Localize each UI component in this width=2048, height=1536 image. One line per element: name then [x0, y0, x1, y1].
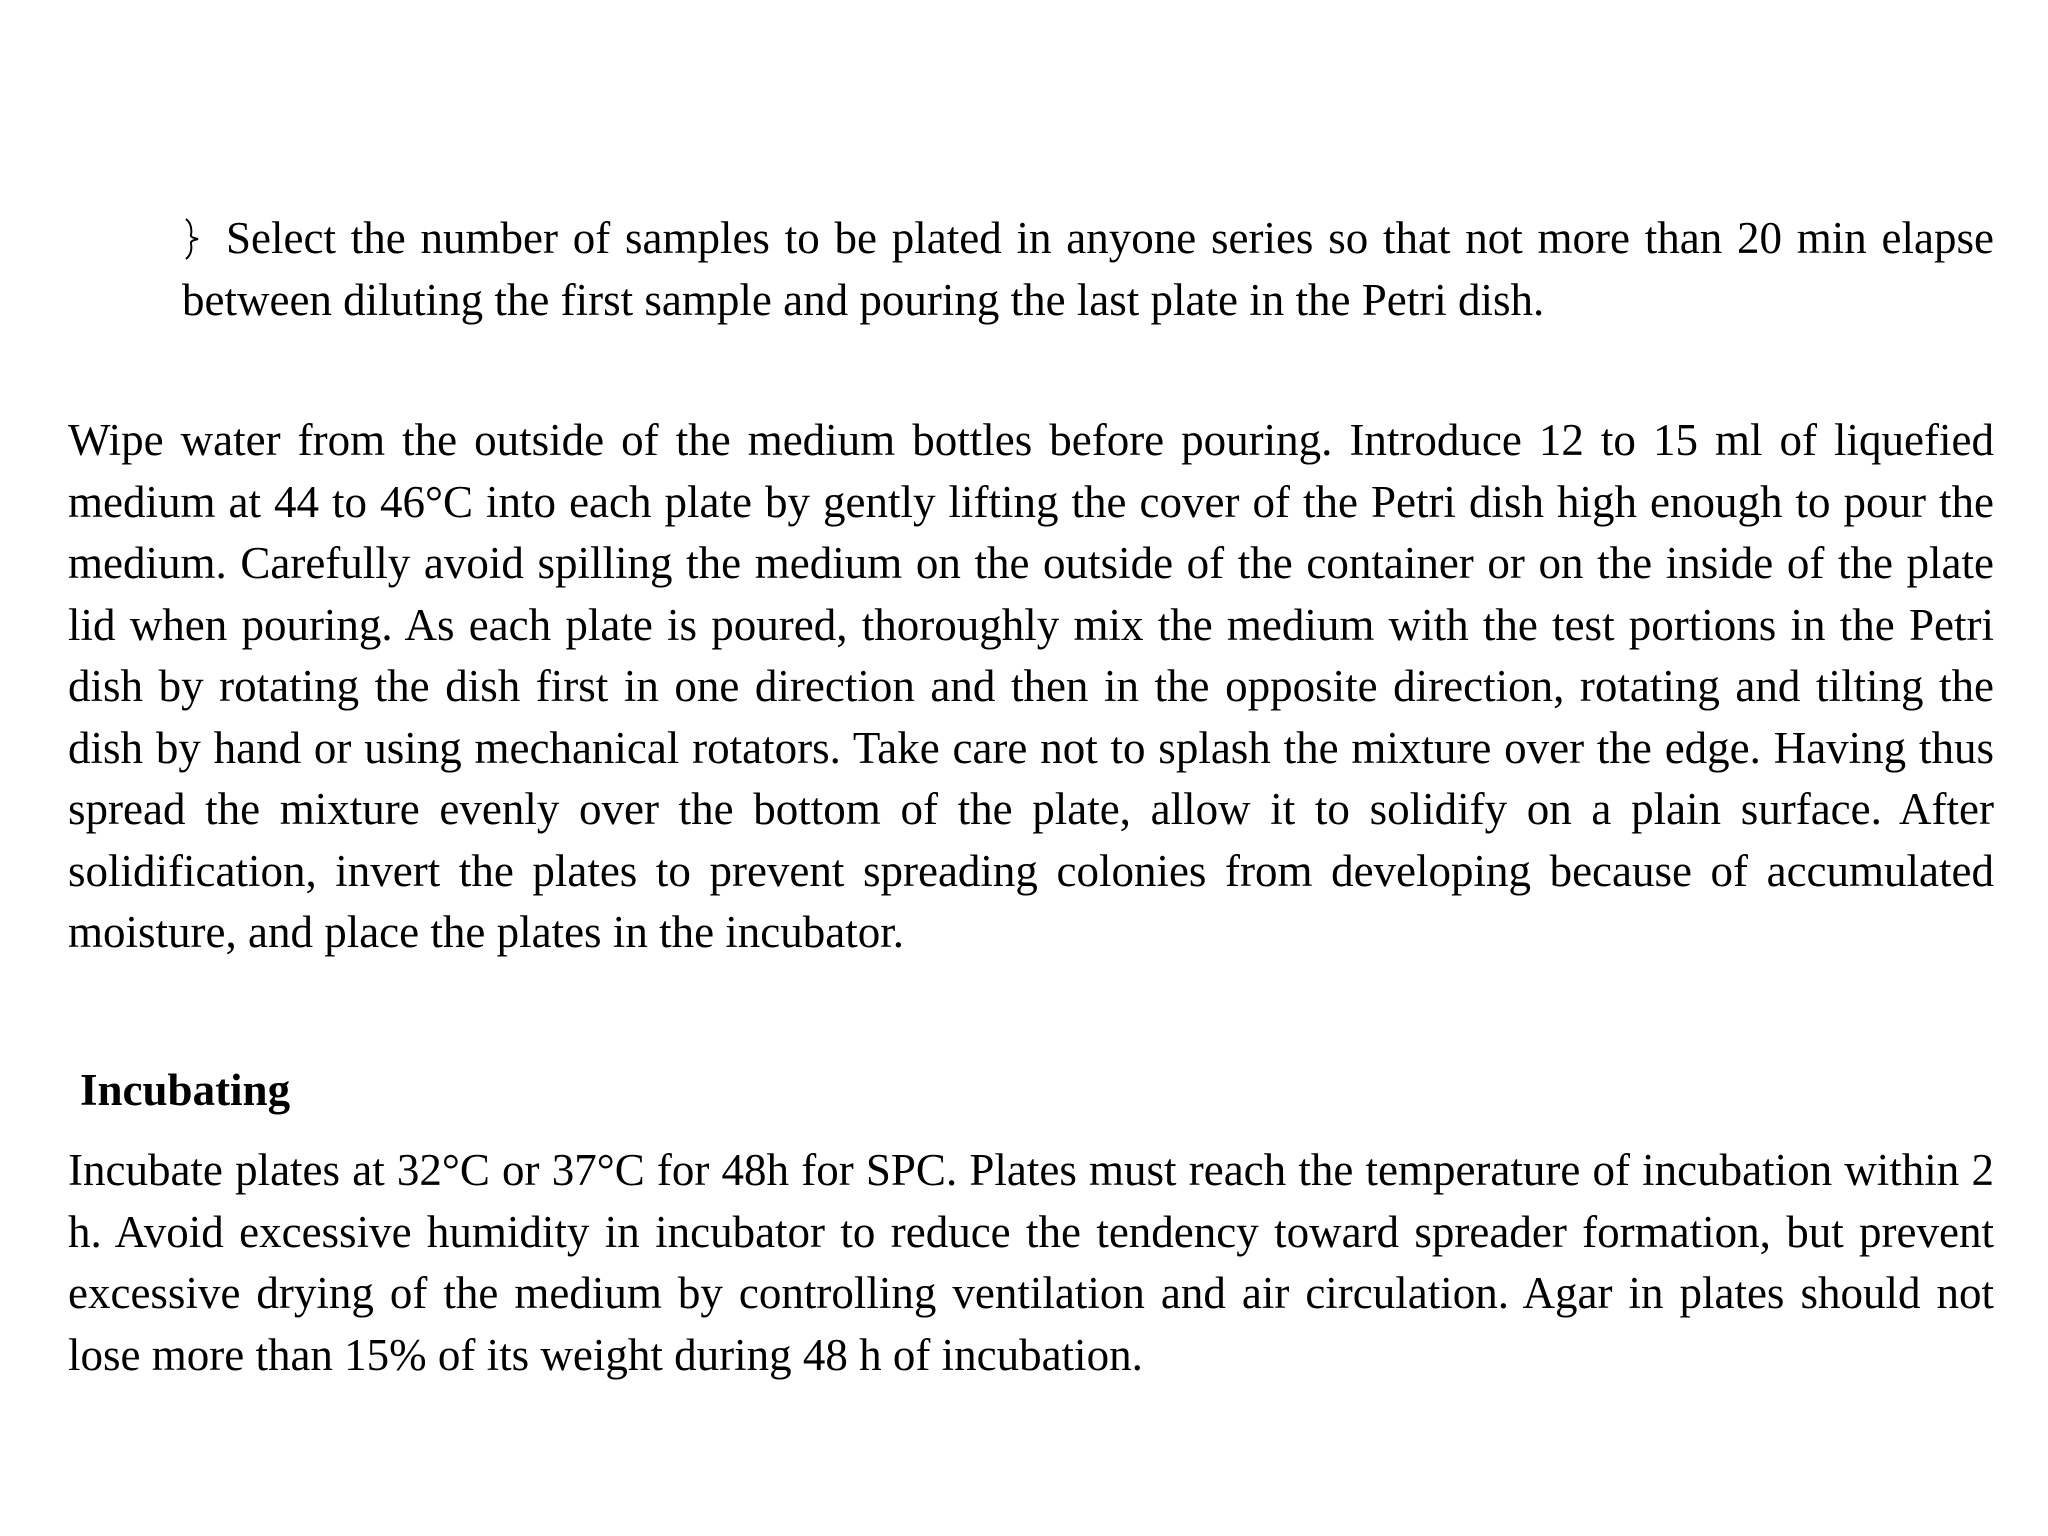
- section-heading-incubating: Incubating: [80, 1065, 291, 1115]
- brace-bullet-icon: [182, 204, 226, 266]
- bullet-text: Select the number of samples to be plated in anyone series so that not more than 20 min elapse between diluting the first sample and pouring the last plate in the Petri dish.: [182, 213, 1994, 325]
- paragraph-incubating: Incubate plates at 32°C or 37°C for 48h for SPC. Plates must reach the temperature of incubation within 2 h. Avoid excessive humidity in incubator to reduce the tendency toward spreader formation, but prevent excessive drying of the medium by controlling ventilation and air circulation. Agar in plates should not lose more than 15% of its weight during 48 h of incubation.: [68, 1145, 1994, 1380]
- bullet-item: [182, 208, 1994, 331]
- paragraph-pouring: Wipe water from the outside of the medium bottles before pouring. Introduce 12 to 15 ml of liquefied medium at 44 to 46°C into each plate by gently lifting the cover of the Petri dish high enough to pour the medium. Carefully avoid spilling the medium on the outside of the container or on the inside of the plate lid when pouring. As each plate is poured, thoroughly mix the medium with the test portions in the Petri dish by rotating the dish first in one direction and then in the opposite direction, rotating and tilting the dish by hand or using mechanical rotators. Take care not to splash the mixture over the edge. Having thus spread the mixture evenly over the bottom of the plate, allow it to solidify on a plain surface. After solidification, invert the plates to prevent spreading colonies from developing because of accumulated moisture, and place the plates in the incubator.: [68, 415, 1994, 957]
